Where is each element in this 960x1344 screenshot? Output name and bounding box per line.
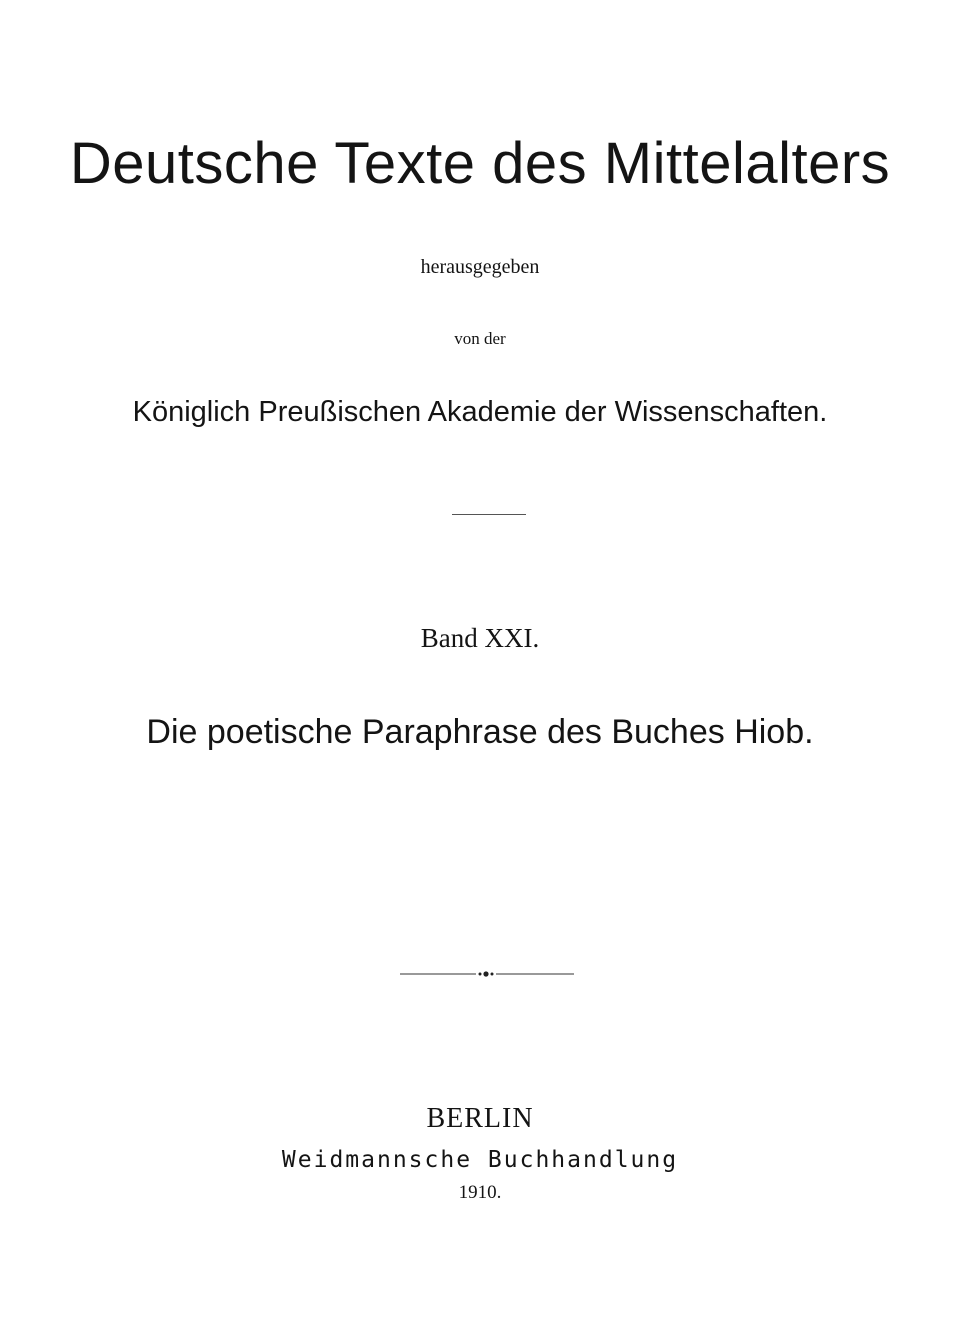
by-line: von der (454, 329, 506, 348)
volume-number: Band XXI. (420, 623, 540, 653)
publication-year: 1910. (458, 1182, 502, 1203)
divider-rule (452, 514, 526, 515)
work-title: Die poetische Paraphrase des Buches Hiob. (146, 713, 814, 751)
publisher-name: Weidmannsche Buchhandlung (281, 1147, 679, 1173)
ornament-divider (400, 967, 574, 981)
edited-line: herausgegeben (420, 256, 540, 278)
series-title: Deutsche Texte des Mittelalters (69, 131, 891, 196)
publication-place: BERLIN (426, 1103, 534, 1134)
academy-name: Königlich Preußischen Akademie der Wissenschaften. (132, 396, 828, 428)
